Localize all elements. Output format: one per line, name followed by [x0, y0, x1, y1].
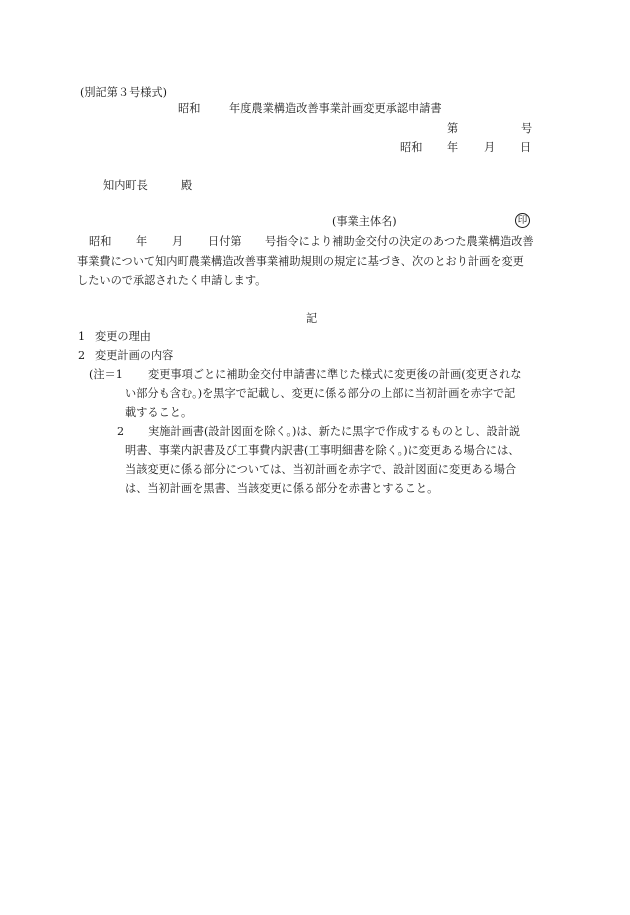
- item-number: 2: [78, 349, 86, 362]
- body-line2: 事業費について知内町農業構造改善事業補助規則の規定に基づき、次のとおり計画を変更: [77, 255, 524, 268]
- note-line: 当該変更に係る部分については、当初計画を赤字で、設計図面に変更ある場合: [125, 463, 517, 476]
- body-line3: したいので承認されたく申請します。: [77, 274, 267, 287]
- addressee-honorific: 殿: [181, 179, 193, 192]
- number-suffix: 号: [521, 122, 533, 135]
- note-line: 変更事項ごとに補助金交付申請書に準じた様式に変更後の計画(変更されな: [148, 368, 522, 381]
- date-era: 昭和: [400, 141, 423, 154]
- note-line: 実施計画書(設計図面を除く。)は、新たに黒字で作成するものとし、設計説: [148, 425, 521, 438]
- item-text: 変更の理由: [95, 330, 151, 343]
- body-month: 月: [172, 235, 184, 248]
- notes-prefix: (注＝1: [89, 368, 123, 381]
- note-line: 明書、事業内訳書及び工事費内訳書(工事明細書を除く。)に変更ある場合には、: [125, 444, 520, 457]
- body-year: 年: [136, 235, 148, 248]
- body-era: 昭和: [89, 235, 112, 248]
- body-dated: 日付第: [208, 235, 242, 248]
- date-year: 年: [447, 141, 459, 154]
- date-day: 日: [520, 141, 532, 154]
- ki-heading: 記: [306, 312, 318, 325]
- note-line: 載すること。: [125, 406, 193, 419]
- form-label: (別記第３号様式): [80, 86, 168, 99]
- date-month: 月: [484, 141, 496, 154]
- title-text: 年度農業構造改善事業計画変更承認申請書: [229, 102, 442, 115]
- addressee-name: 知内町長: [103, 179, 148, 192]
- item-text: 変更計画の内容: [95, 349, 174, 362]
- title-era: 昭和: [178, 102, 201, 115]
- note-number: 2: [117, 425, 125, 438]
- seal-mark: 印: [515, 213, 530, 228]
- item-number: 1: [78, 330, 86, 343]
- body-line1-rest: 号指令により補助金交付の決定のあつた農業構造改善: [265, 235, 534, 248]
- number-prefix: 第: [447, 122, 459, 135]
- note-line: は、当初計画を黒書、当該変更に係る部分を赤書とすること。: [125, 482, 439, 495]
- note-line: い部分も含む。)を黒字で記載し、変更に係る部分の上部に当初計画を赤字で記: [125, 387, 516, 400]
- applicant-label: (事業主体名): [332, 215, 397, 228]
